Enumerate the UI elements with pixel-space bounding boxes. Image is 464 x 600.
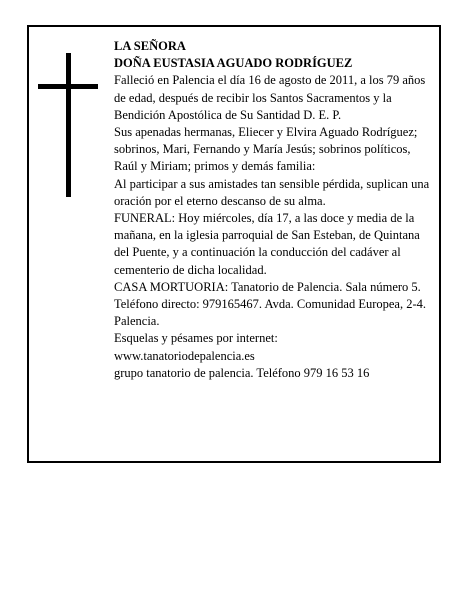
- funeral-home-paragraph: CASA MORTUORIA: Tanatorio de Palencia. Sala número 5. Teléfono directo: 979165467. Avda. Comunidad Europea, 2-4. Palencia.: [114, 279, 427, 329]
- online-condolences-label: Esquelas y pésames por internet:: [114, 331, 278, 346]
- death-notice-paragraph: Falleció en Palencia el día 16 de agosto de 2011, a los 79 años de edad, después de recibir los Santos Sacramentos y la Bendición Apostólica de Su Santidad D. E. P.: [114, 73, 426, 122]
- deceased-name: DOÑA EUSTASIA AGUADO RODRÍGUEZ: [114, 56, 353, 71]
- funeral-paragraph: FUNERAL: Hoy miércoles, día 17, a las doce y media de la mañana, en la iglesia parroquial de San Esteban, de Quintana del Puente, y a continuación la conducción del cadáver al cementerio de dicha localidad.: [114, 211, 420, 277]
- prayer-request-paragraph: Al participar a sus amistades tan sensible pérdida, suplican una oración por el eterno descanso de su alma.: [114, 176, 430, 208]
- family-paragraph: Sus apenadas hermanas, Eliecer y Elvira Aguado Rodríguez; sobrinos, Mari, Fernando y María Jesús; sobrinos políticos, Raúl y Miriam; primos y demás familia:: [114, 125, 418, 174]
- obituary-text: [114, 38, 432, 382]
- title-line-1: LA SEÑORA: [114, 39, 186, 53]
- contact-phone-text: grupo tanatorio de palencia. Teléfono 979 16 53 16: [114, 365, 370, 380]
- website-text: www.tanatoriodepalencia.es: [114, 348, 255, 363]
- cross-vertical-bar: [66, 53, 71, 197]
- cross-horizontal-bar: [38, 84, 98, 89]
